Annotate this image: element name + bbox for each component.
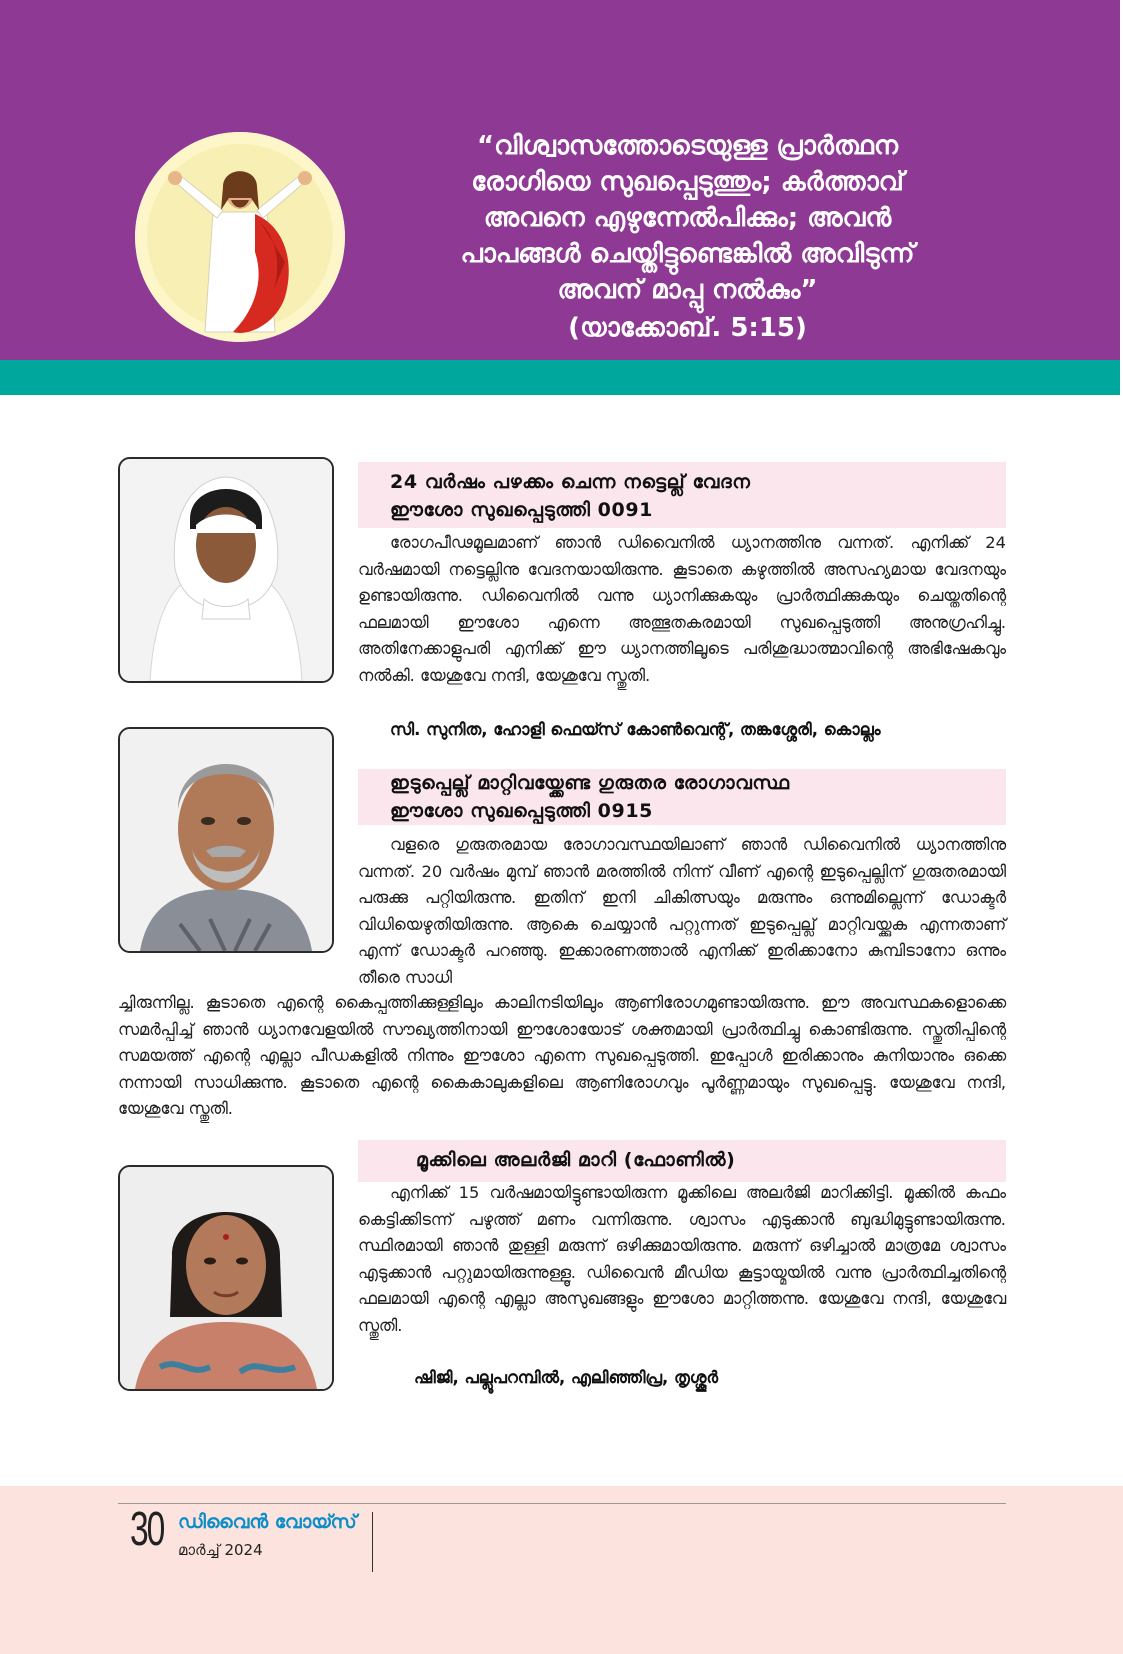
testimony-1-body: രോഗപീഢമൂലമാണ് ഞാൻ ഡിവൈനിൽ ധ്യാനത്തിനു വന്നത്. എനിക്ക് 24 വർഷമായി നട്ടെല്ലിനു വേദനയായിരുന്നു. കൂടാതെ കഴുത്തിൽ അസഹ്യമായ വേദനയും ഉണ്ടായിരുന്നു. ഡിവൈനിൽ വന്നു ധ്യാനിക്കുകയും പ്രാർത്ഥിക്കുകയും ചെയ്തതിന്റെ ഫലമായി ഈശോ എന്നെ അത്ഭുതകരമായി സുഖപ്പെടുത്തി അനുഗ്രഹിച്ചു. അതിനേക്കാളുപരി എനിക്ക് ഈ ധ്യാനത്തിലൂടെ പരിശുദ്ധാത്മാവിന്റെ അഭിഷേകവും നൽകി. യേശുവേ നന്ദി, യേശുവേ സ്തുതി.: [358, 533, 1006, 685]
testimony-1-signature: സി. സുനിത, ഹോളി ഫെയ്സ് കോൺവെന്റ്, തങ്കശ്ശേരി, കൊല്ലം: [390, 720, 881, 739]
page-number: 30: [130, 1503, 164, 1556]
testimony-3-heading: [358, 1140, 1006, 1182]
photo-woman: [118, 1165, 334, 1391]
photo-man: [118, 727, 334, 953]
verse-line: രോഗിയെ സുഖപ്പെടുത്തും; കർത്താവ്: [471, 167, 904, 197]
testimony-2-body-wide: ച്ചിരുന്നില്ല. കൂടാതെ എന്റെ കൈപ്പത്തിക്കുള്ളിലും കാലിനടിയിലും ആണിരോഗമുണ്ടായിരുന്നു. ഈ അവസ്ഥകളൊക്കെ സമർപ്പിച്ച് ഞാൻ ധ്യാനവേളയിൽ സൗഖ്യത്തിനായി ഈശോയോട് ശക്തമായി പ്രാർത്ഥിച്ചു കൊണ്ടിരുന്നു. സ്തുതിപ്പിന്റെ സമയത്ത് എന്റെ എല്ലാ പീഡകളിൽ നിന്നും ഈശോ എന്നെ സുഖപ്പെടുത്തി. ഇപ്പോൾ ഇരിക്കാനും കുനിയാനും ഒക്കെ നന്നായി സാധിക്കുന്നു. കൂടാതെ എന്റെ കൈകാലുകളിലെ ആണിരോഗവും പൂർണ്ണമായും സുഖപ്പെട്ടു. യേശുവേ നന്ദി, യേശുവേ സ്തുതി.: [118, 993, 1006, 1119]
testimony-2-heading: [358, 769, 1006, 825]
verse-line: “വിശ്വാസത്തോടെയുള്ള പ്രാർത്ഥന: [477, 131, 898, 161]
photo-nun: [118, 457, 334, 683]
footer-background: [0, 1486, 1123, 1654]
bible-verse: [365, 128, 1010, 346]
verse-line: അവന് മാപ്പു നൽകും”: [557, 275, 818, 305]
testimony-subtitle: ഈശോ സുഖപ്പെടുത്തി 0915: [390, 800, 653, 822]
verse-line: പാപങ്ങൾ ചെയ്തിട്ടുണ്ടെങ്കിൽ അവിടുന്ന്: [460, 239, 915, 269]
footer-divider: [372, 1512, 373, 1572]
testimony-title: 24 വർഷം പഴക്കം ചെന്ന നട്ടെല്ല് വേദന: [390, 471, 751, 493]
testimony-title: ഇടുപ്പെല്ല് മാറ്റിവയ്ക്കേണ്ട ഗുരുതര രോഗാവസ്ഥ: [390, 772, 790, 794]
testimony-subtitle: ഈശോ സുഖപ്പെടുത്തി 0091: [390, 499, 653, 521]
testimony-title: മൂക്കിലെ അലർജി മാറി (ഫോണിൽ): [416, 1149, 736, 1171]
testimony-1-heading: [358, 462, 1006, 528]
verse-line: അവനെ എഴുന്നേൽപിക്കും; അവൻ: [483, 203, 892, 233]
testimony-3-body: എനിക്ക് 15 വർഷമായിട്ടുണ്ടായിരുന്ന മൂക്കിലെ അലർജി മാറിക്കിട്ടി. മൂക്കിൽ കഫം കെട്ടിക്കിടന്ന് പഴുത്ത് മണം വന്നിരുന്നു. ശ്വാസം എടുക്കാൻ ബുദ്ധിമുട്ടുണ്ടായിരുന്നു. സ്ഥിരമായി ഞാൻ തുള്ളി മരുന്ന് ഒഴിക്കുമായിരുന്നു. മരുന്ന് ഒഴിച്ചാൽ മാത്രമേ ശ്വാസം എടുക്കാൻ പറ്റുമായിരുന്നുള്ളൂ. ഡിവൈൻ മീഡിയ കൂട്ടായ്മയിൽ വന്നു പ്രാർത്ഥിച്ചതിന്റെ ഫലമായി എന്റെ എല്ലാ അസുഖങ്ങളും ഈശോ മാറ്റിത്തന്നു. യേശുവേ നന്ദി, യേശുവേ സ്തുതി.: [358, 1183, 1006, 1335]
footer-rule: [118, 1503, 1006, 1504]
issue-date: മാർച്ച് 2024: [178, 1541, 263, 1559]
testimony-2-body-narrow: വളരെ ഗുരുതരമായ രോഗാവസ്ഥയിലാണ് ഞാൻ ഡിവൈനിൽ ധ്യാനത്തിനു വന്നത്. 20 വർഷം മുമ്പ് ഞാൻ മരത്തിൽ നിന്ന് വീണ് എന്റെ ഇടുപ്പെല്ലിന് ഗുരുതരമായി പരുക്കു പറ്റിയിരുന്നു. ഇതിന് ഇനി ചികിത്സയും മരുന്നും ഒന്നുമില്ലെന്ന് ഡോക്ടർ വിധിയെഴുതിയിരുന്നു. ആകെ ചെയ്യാൻ പറ്റുന്നത് ഇടുപ്പെല്ല് മാറ്റിവയ്ക്കുക എന്നതാണ് എന്ന് ഡോക്ടർ പറഞ്ഞു. ഇക്കാരണത്താൽ എനിക്ക് ഇരിക്കാനോ കുമ്പിടാനോ ഒന്നും തീരെ സാധി: [358, 835, 1006, 987]
verse-reference: (യാക്കോബ്. 5:15): [568, 313, 807, 343]
jesus-medallion-image: [135, 132, 345, 342]
magazine-name: ഡിവൈൻ വോയ്സ്: [178, 1511, 357, 1533]
testimony-3-signature: ഷിജി, പല്ലൂപറമ്പിൽ, എലിഞ്ഞിപ്ര, തൃശ്ശൂർ: [414, 1368, 718, 1387]
teal-strip: [0, 360, 1120, 395]
